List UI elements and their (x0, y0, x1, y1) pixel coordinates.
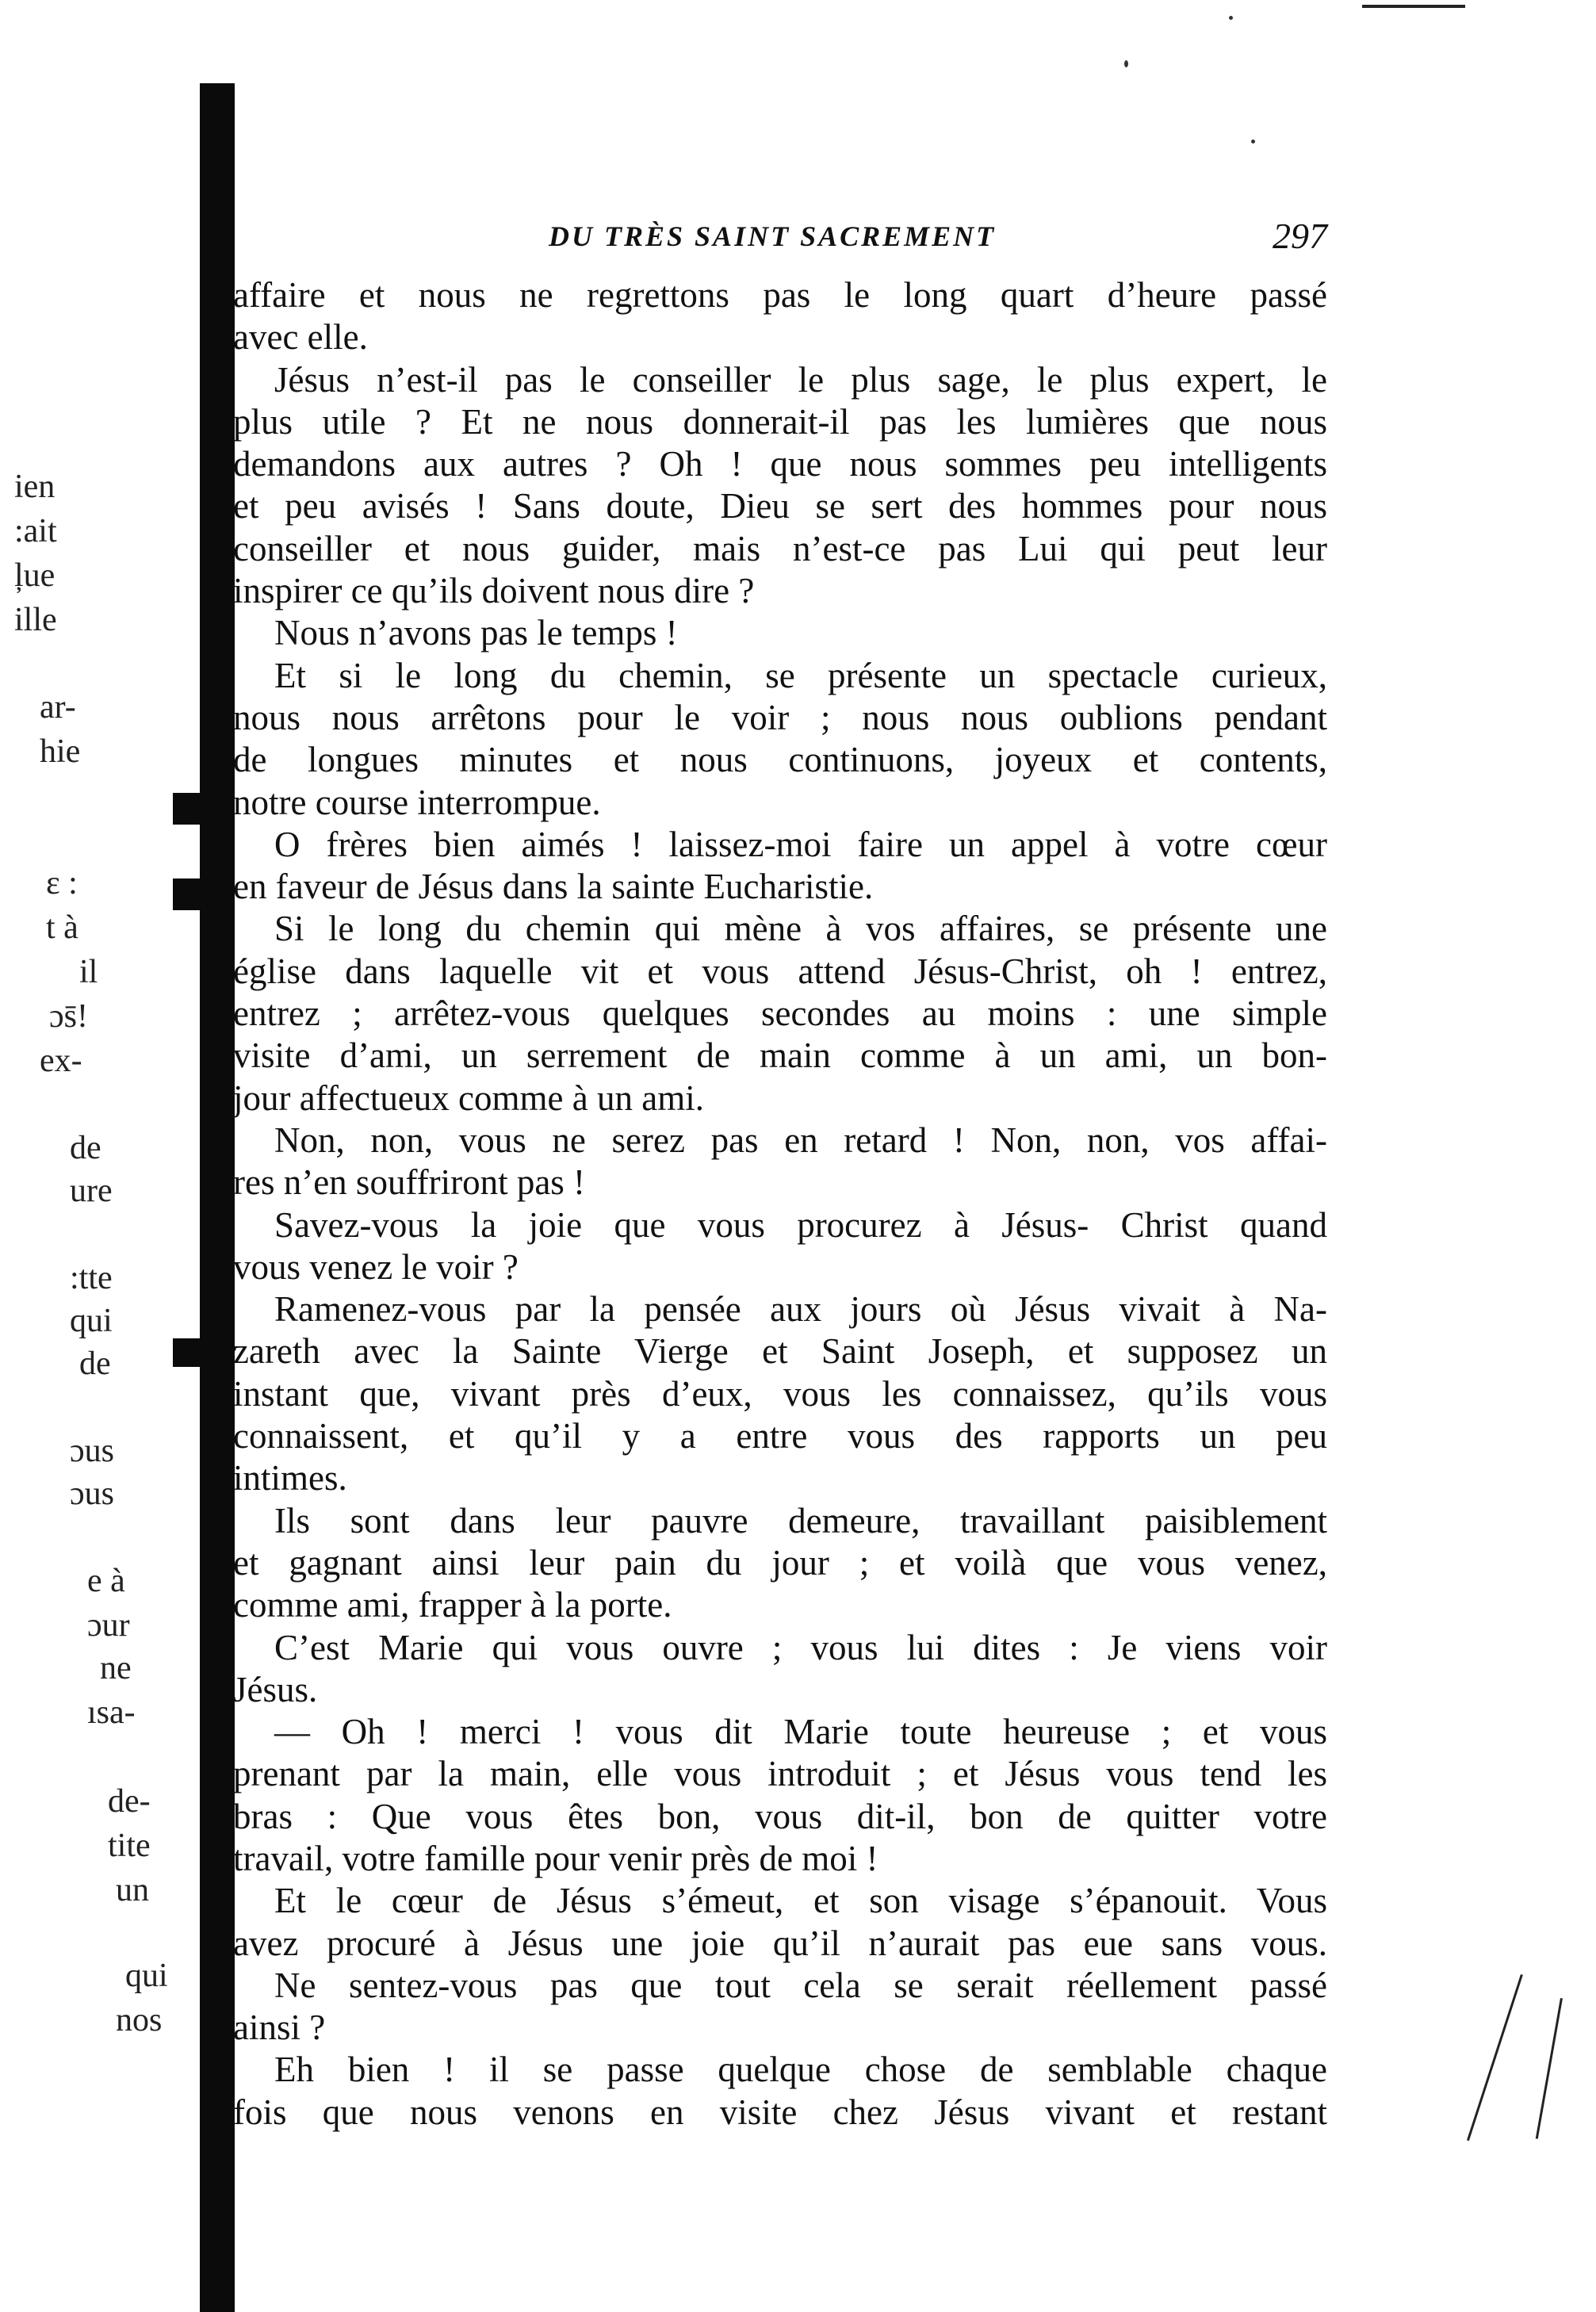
margin-fragment: qui (70, 1303, 113, 1339)
text-line: C’est Marie qui vous ouvre ; vous lui dites : Je viens voir (274, 1627, 1327, 1667)
dust-speck (1124, 60, 1128, 67)
text-line: Savez-vous la joie que vous procurez à Jésus- Christ quand (274, 1204, 1327, 1245)
text-line: fois que nous venons en visite chez Jésus vivant et restant (233, 2092, 1327, 2132)
spine-notch (173, 1338, 201, 1367)
margin-fragment: ısa- (87, 1694, 136, 1731)
dust-speck (1229, 16, 1233, 20)
margin-fragment: ɔus (70, 1433, 114, 1469)
margin-fragment: ɔs̄! (49, 998, 88, 1035)
text-line: et gagnant ainsi leur pain du jour ; et voilà que vous venez, (233, 1542, 1327, 1583)
body-text (233, 274, 1327, 2134)
margin-fragment: qui (125, 1958, 168, 1994)
text-line: intimes. (233, 1458, 347, 1499)
text-line: plus utile ? Et ne nous donnerait-il pas les lumières que nous (233, 401, 1327, 442)
text-line: et peu avisés ! Sans doute, Dieu se sert des hommes pour nous (233, 486, 1327, 526)
running-head: DU TRÈS SAINT SACREMENT (549, 220, 997, 252)
text-line: res n’en souffriront pas ! (233, 1162, 586, 1203)
text-line: O frères bien aimés ! laissez-moi faire un appel à votre cœur (274, 824, 1327, 864)
text-line: bras : Que vous êtes bon, vous dit-il, bon de quitter votre (233, 1796, 1327, 1836)
margin-fragment: hie (40, 733, 81, 770)
text-line: visite d’ami, un serrement de main comme à un ami, un bon- (233, 1035, 1327, 1076)
page-number: 297 (1273, 216, 1327, 256)
text-line: Ne sentez-vous pas que tout cela se serait réellement passé (274, 1965, 1327, 2005)
text-line: Et le cœur de Jésus s’émeut, et son visage s’épanouit. Vous (274, 1881, 1327, 1921)
margin-fragment: e à (87, 1563, 125, 1599)
margin-fragment: un (116, 1872, 149, 1908)
margin-fragment: ɔus (70, 1476, 114, 1512)
text-line: — Oh ! merci ! vous dit Marie toute heureuse ; et vous (274, 1712, 1327, 1752)
text-line: connaissent, et qu’il y a entre vous des rapports un peu (233, 1416, 1327, 1456)
page-header (233, 216, 1327, 267)
text-line: Si le long du chemin qui mène à vos affaires, se présente une (274, 909, 1327, 949)
text-line: Jésus n’est-il pas le conseiller le plus sage, le plus expert, le (274, 359, 1327, 400)
edge-mark (1536, 1998, 1563, 2139)
spine-notch (173, 793, 201, 825)
margin-fragment: de (79, 1345, 111, 1382)
spine-notch (173, 878, 201, 910)
text-line: Ramenez-vous par la pensée aux jours où Jésus vivait à Na- (274, 1289, 1327, 1330)
text-line: ainsi ? (233, 2008, 326, 2048)
text-line: notre course interrompue. (233, 782, 601, 822)
text-line: conseiller et nous guider, mais n’est-ce pas Lui qui peut leur (233, 528, 1327, 568)
margin-fragment: de (70, 1130, 101, 1166)
text-line: Jésus. (233, 1669, 318, 1709)
top-edge-rule (1362, 5, 1465, 8)
margin-fragment: t à (46, 909, 78, 946)
text-line: jour affectueux comme à un ami. (233, 1078, 704, 1118)
text-line: affaire et nous ne regrettons pas le long quart d’heure passé (233, 275, 1327, 315)
margin-fragment: ɔur (87, 1607, 130, 1644)
text-line: zareth avec la Sainte Vierge et Saint Joseph, et supposez un (233, 1331, 1327, 1372)
text-line: inspirer ce qu’ils doivent nous dire ? (233, 571, 755, 611)
margin-fragment: ien (14, 469, 55, 505)
text-line: prenant par la main, elle vous introduit ; et Jésus vous tend les (233, 1754, 1327, 1794)
margin-fragment: tite (108, 1828, 151, 1864)
text-line: nous nous arrêtons pour le voir ; nous nous oublions pendant (233, 697, 1327, 737)
margin-fragment: :ait (14, 513, 57, 549)
book-spine-shadow (200, 83, 235, 2312)
margin-fragment: ļue (14, 557, 55, 594)
text-line: de longues minutes et nous continuons, joyeux et contents, (233, 740, 1327, 780)
text-line: église dans laquelle vit et vous attend Jésus-Christ, oh ! entrez, (233, 951, 1327, 991)
margin-fragment: ɛ : (46, 865, 78, 901)
text-line: avec elle. (233, 317, 368, 358)
margin-fragment: :tte (70, 1260, 113, 1296)
text-line: avez procuré à Jésus une joie qu’il n’aurait pas eue sans vous. (233, 1923, 1327, 1963)
text-line: Ils sont dans leur pauvre demeure, travaillant paisiblement (274, 1500, 1327, 1541)
margin-fragment: ure (70, 1173, 113, 1209)
text-line: Et si le long du chemin, se présente un spectacle curieux, (274, 655, 1327, 695)
text-line: Nous n’avons pas le temps ! (274, 613, 678, 653)
text-line: en faveur de Jésus dans la sainte Eucharistie. (233, 867, 874, 907)
text-line: instant que, vivant près d’eux, vous les connaissez, qu’ils vous (233, 1373, 1327, 1414)
text-line: travail, votre famille pour venir près de moi ! (233, 1838, 878, 1878)
text-line: comme ami, frapper à la porte. (233, 1585, 672, 1625)
text-line: vous venez le voir ? (233, 1246, 519, 1287)
dust-speck (1251, 140, 1255, 144)
margin-fragment: nos (116, 2002, 163, 2038)
margin-fragment: ex- (40, 1043, 82, 1079)
text-line: entrez ; arrêtez-vous quelques secondes au moins : une simple (233, 993, 1327, 1034)
margin-fragment: il (79, 954, 98, 990)
margin-fragment: ille (14, 602, 57, 638)
text-line: Eh bien ! il se passe quelque chose de semblable chaque (274, 2050, 1327, 2090)
margin-fragment: de- (108, 1783, 151, 1820)
text-line: demandons aux autres ? Oh ! que nous sommes peu intelligents (233, 444, 1327, 484)
text-line: Non, non, vous ne serez pas en retard ! Non, non, vos affai- (274, 1120, 1327, 1160)
margin-fragment: ne (100, 1650, 132, 1686)
edge-mark (1467, 1974, 1523, 2141)
margin-fragment: ar- (40, 689, 76, 725)
